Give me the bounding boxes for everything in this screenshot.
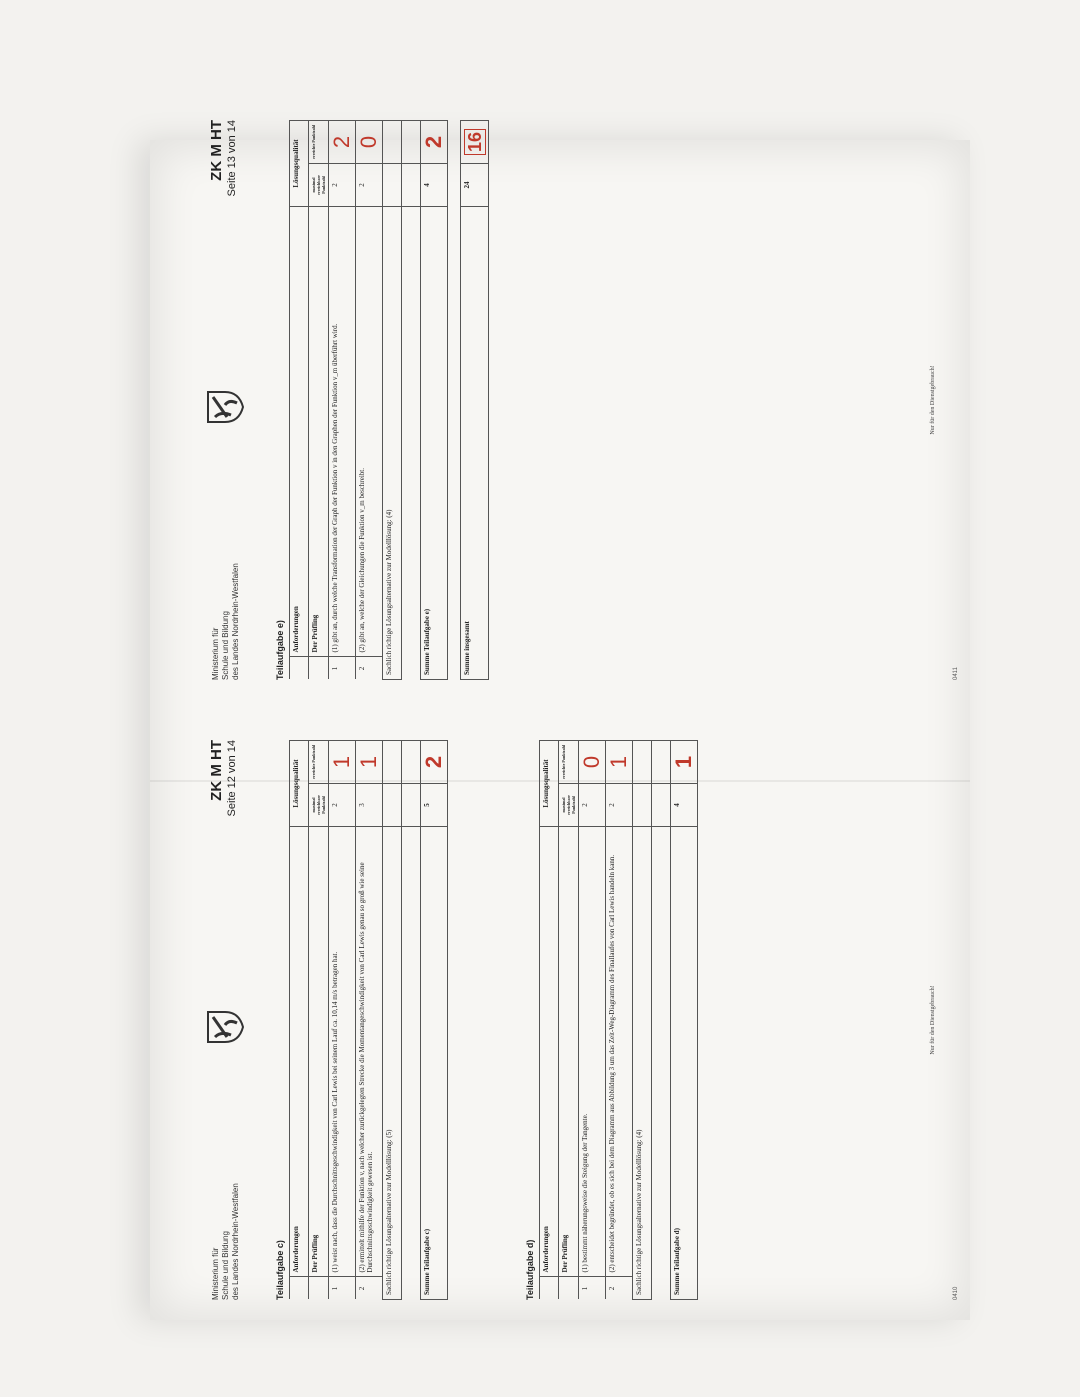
- ministry-name: [211, 563, 241, 680]
- empty-cell: [652, 784, 671, 827]
- sum-row: [421, 121, 448, 680]
- max-points: 2: [579, 784, 606, 827]
- page-header: [205, 740, 265, 1300]
- task-d-section: [525, 740, 698, 1300]
- table-row: [356, 741, 383, 1300]
- exam-id: [209, 740, 239, 816]
- alternative-row: [383, 121, 402, 680]
- total-max: 24: [461, 164, 489, 207]
- spacer: [448, 121, 461, 680]
- empty-cell: [402, 207, 421, 680]
- total-got: 16: [464, 129, 486, 155]
- col-reached-points: erreichte Punktzahl: [309, 741, 329, 784]
- col-max-points: maximal erreichbare Punktzahl: [559, 784, 579, 827]
- row-nr: 2: [356, 657, 383, 680]
- nrw-crest-icon: [205, 389, 245, 425]
- col-reached-points: erreichte Punktzahl: [309, 121, 329, 164]
- handwritten-points: 0: [579, 741, 606, 784]
- empty-cell: [383, 121, 402, 164]
- exam-code: ZK M HT: [208, 740, 225, 801]
- task-c-table: [289, 740, 448, 1300]
- requirement-text: (2) entscheidet begründet, ob es sich bei dem Diagramm aus Abbildung 3 um das Zeit-Weg-Diagramm des Finallaufes von Carl Lewis handeln kann.: [606, 827, 633, 1278]
- handwritten-points: 0: [356, 121, 383, 164]
- ministry-line-1: Ministerium für: [211, 1247, 220, 1300]
- task-c-title: Teilaufgabe c): [275, 1240, 285, 1300]
- max-points: 2: [606, 784, 633, 827]
- page-label: Seite 13 von 14: [226, 120, 238, 197]
- col-anforderungen: Anforderungen: [290, 827, 309, 1278]
- table-row: [329, 121, 356, 680]
- task-e-title: Teilaufgabe e): [275, 620, 285, 680]
- sum-row: [671, 741, 698, 1300]
- col-max-points: maximal erreichbare Punktzahl: [309, 784, 329, 827]
- task-d-title: Teilaufgabe d): [525, 1239, 535, 1300]
- nr-head: [540, 1277, 559, 1300]
- alternative-row: [383, 741, 402, 1300]
- col-pruefling: Der Prüfling: [309, 827, 329, 1278]
- page-number: 0411: [953, 667, 959, 680]
- nrw-crest-icon: [205, 1009, 245, 1045]
- nr-head: [309, 657, 329, 680]
- requirement-text: (1) weist nach, dass die Durchschnittsgeschwindigkeit von Carl Lewis bei seinem Lauf ca. 10,14 m/s betragen hat.: [329, 827, 356, 1278]
- ministry-line-2: Schule und Bildung: [221, 611, 230, 680]
- sum-max: 5: [421, 784, 448, 827]
- handwritten-points: 1: [356, 741, 383, 784]
- max-points: 2: [329, 164, 356, 207]
- sum-got: 1: [671, 741, 698, 784]
- page-13: [205, 120, 965, 680]
- handwritten-points: 1: [606, 741, 633, 784]
- alternative-text: Sachlich richtige Lösungsalternative zur Modelllösung: (4): [383, 207, 402, 680]
- nr-head: [290, 657, 309, 680]
- ministry-line-3: des Landes Nordrhein-Westfalen: [231, 1183, 240, 1300]
- col-pruefling: Der Prüfling: [309, 207, 329, 658]
- empty-cell: [402, 164, 421, 207]
- empty-cell: [383, 741, 402, 784]
- empty-cell: [402, 784, 421, 827]
- requirement-text: (1) bestimmt näherungsweise die Steigung der Tangente.: [579, 827, 606, 1278]
- empty-cell: [652, 827, 671, 1300]
- row-nr: 1: [329, 657, 356, 680]
- handwritten-points: 2: [329, 121, 356, 164]
- footer-note: Nur für den Dienstgebrauch!: [930, 985, 936, 1055]
- empty-cell: [652, 741, 671, 784]
- page-label: Seite 12 von 14: [226, 740, 238, 817]
- max-points: 2: [356, 164, 383, 207]
- row-nr: 1: [329, 1277, 356, 1300]
- exam-code: ZK M HT: [208, 120, 225, 181]
- empty-cell: [383, 784, 402, 827]
- col-anforderungen: Anforderungen: [290, 207, 309, 658]
- dotted-row: [652, 741, 671, 1300]
- task-c-section: [275, 740, 448, 1300]
- nr-head: [290, 1277, 309, 1300]
- row-nr: 2: [356, 1277, 383, 1300]
- empty-cell: [633, 784, 652, 827]
- max-points: 3: [356, 784, 383, 827]
- table-row: [329, 741, 356, 1300]
- nr-head: [559, 1277, 579, 1300]
- total-label: Summe insgesamt: [461, 207, 489, 680]
- handwritten-points: 1: [329, 741, 356, 784]
- exam-id: [209, 120, 239, 196]
- dotted-row: [402, 121, 421, 680]
- sum-row: [421, 741, 448, 1300]
- col-quality: Lösungsqualität: [290, 121, 309, 207]
- col-quality: Lösungsqualität: [290, 741, 309, 827]
- alternative-text: Sachlich richtige Lösungsalternative zur Modelllösung: (5): [383, 827, 402, 1300]
- col-anforderungen: Anforderungen: [540, 827, 559, 1278]
- sum-label: Summe Teilaufgabe d): [671, 827, 698, 1300]
- task-e-table: [289, 120, 489, 680]
- page-number: 0410: [953, 1286, 959, 1300]
- col-pruefling: Der Prüfling: [559, 827, 579, 1278]
- sum-label: Summe Teilaufgabe e): [421, 207, 448, 680]
- table-row: [579, 741, 606, 1300]
- page-header: [205, 120, 265, 680]
- empty-cell: [633, 741, 652, 784]
- footer-note: Nur für den Dienstgebrauch!: [930, 365, 936, 435]
- spacer-row: [448, 121, 461, 680]
- sum-got: 2: [421, 121, 448, 164]
- alternative-text: Sachlich richtige Lösungsalternative zur Modelllösung: (4): [633, 827, 652, 1300]
- table-row: [606, 741, 633, 1300]
- ministry-name: [211, 1183, 241, 1300]
- empty-cell: [383, 164, 402, 207]
- task-d-table: [539, 740, 698, 1300]
- ministry-line-2: Schule und Bildung: [221, 1231, 230, 1300]
- page-12: [205, 740, 965, 1300]
- requirement-text: (2) ermittelt mithilfe der Funktion v, nach welcher zurückgelegten Strecke die Momentangeschwindigkeit von Carl Lewis genau so groß wie seine Durchschnittsgeschwindigkeit gewesen ist.: [356, 827, 383, 1278]
- total-row: [461, 121, 489, 680]
- row-nr: 2: [606, 1277, 633, 1300]
- sum-label: Summe Teilaufgabe c): [421, 827, 448, 1300]
- table-row: [356, 121, 383, 680]
- sum-max: 4: [671, 784, 698, 827]
- ministry-line-1: Ministerium für: [211, 627, 220, 680]
- task-e-section: [275, 120, 489, 680]
- nr-head: [309, 1277, 329, 1300]
- sum-got: 2: [421, 741, 448, 784]
- alternative-row: [633, 741, 652, 1300]
- requirement-text: (1) gibt an, durch welche Transformation der Graph der Funktion v in den Graphen der Funktion v_m überführt wird.: [329, 207, 356, 658]
- empty-cell: [402, 741, 421, 784]
- empty-cell: [402, 827, 421, 1300]
- col-max-points: maximal erreichbare Punktzahl: [309, 164, 329, 207]
- requirement-text: (2) gibt an, welche der Gleichungen die Funktion v_m beschreibt.: [356, 207, 383, 658]
- max-points: 2: [329, 784, 356, 827]
- empty-cell: [402, 121, 421, 164]
- sum-max: 4: [421, 164, 448, 207]
- col-reached-points: erreichte Punktzahl: [559, 741, 579, 784]
- ministry-line-3: des Landes Nordrhein-Westfalen: [231, 563, 240, 680]
- col-quality: Lösungsqualität: [540, 741, 559, 827]
- row-nr: 1: [579, 1277, 606, 1300]
- dotted-row: [402, 741, 421, 1300]
